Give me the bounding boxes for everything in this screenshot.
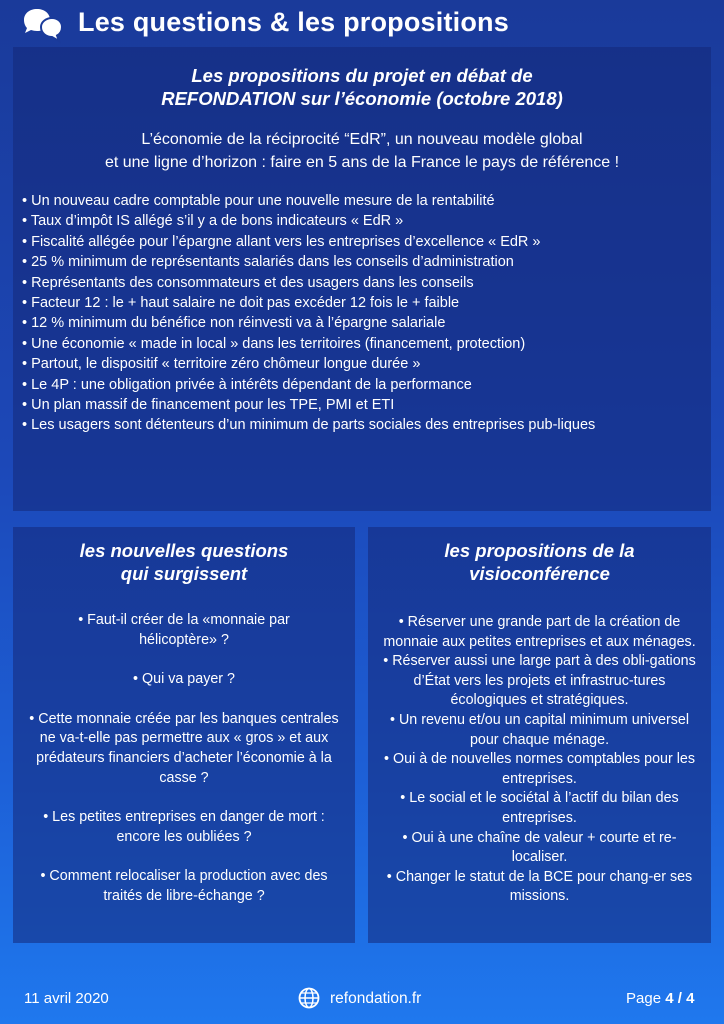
speech-bubbles-icon (20, 6, 64, 44)
list-item: • Réserver aussi une large part à des obli-gations d’État vers les projets et infrastruc-tures écologiques et stratégiques. (383, 653, 696, 709)
list-item: • 12 % minimum du bénéfice non réinvesti va à l’épargne salariale (22, 315, 446, 332)
list-item: • Comment relocaliser la production avec des traités de libre-échange ? (40, 868, 328, 904)
list-item: • Le 4P : une obligation privée à intérêts dépendant de la performance (22, 376, 472, 393)
list-item: • Réserver une grande part de la création de monnaie aux petites entreprises et aux ménages. (383, 614, 696, 650)
list-item: • Taux d’impôt IS allégé s’il y a de bons indicateurs « EdR » (22, 213, 404, 230)
list-item: • Facteur 12 : le + haut salaire ne doit pas excéder 12 fois le + faible (22, 295, 460, 312)
page-number: 4 / 4 (665, 990, 695, 1007)
nouvelles-questions-panel (13, 527, 355, 943)
list-item: • Les petites entreprises en danger de mort : encore les oubliées ? (43, 809, 325, 845)
list-item: • Changer le statut de la BCE pour chang-er ses missions. (386, 868, 693, 905)
propositions-list (22, 191, 706, 436)
section-title (13, 64, 711, 110)
column-title-line: les nouvelles questions (79, 540, 289, 561)
section-title-line: Les propositions du projet en débat de (191, 65, 533, 86)
questions-list (25, 611, 343, 927)
visioconference-panel (368, 527, 711, 943)
section-subtitle (13, 128, 711, 174)
list-item: • 25 % minimum de représentants salariés dans les conseils d’administration (22, 254, 514, 271)
subtitle-line: L’économie de la réciprocité “EdR”, un nouveau modèle global (141, 131, 583, 148)
footer-date: 11 avril 2020 (24, 990, 109, 1007)
column-title (13, 539, 355, 585)
list-item: • Un nouveau cadre comptable pour une nouvelle mesure de la rentabilité (22, 193, 495, 209)
list-item: • Faut-il créer de la «monnaie par hélicoptère» ? (78, 612, 290, 648)
visio-propositions-list (380, 613, 699, 907)
website-url[interactable]: refondation.fr (330, 990, 422, 1007)
list-item: • Oui à une chaîne de valeur + courte et re-localiser. (402, 829, 677, 866)
list-item: • Fiscalité allégée pour l’épargne allant vers les entreprises d’excellence « EdR » (22, 233, 541, 250)
list-item: • Oui à de nouvelles normes comptables pour les entreprises. (384, 751, 695, 787)
list-item: • Le social et le sociétal à l’actif du bilan des entreprises. (400, 790, 679, 826)
list-item: • Une économie « made in local » dans les territoires (financement, protection) (22, 335, 526, 352)
list-item: • Partout, le dispositif « territoire zéro chômeur longue durée » (22, 356, 421, 373)
page-indicator (626, 990, 694, 1007)
list-item: • Un plan massif de financement pour les TPE, PMI et ETI (22, 397, 395, 414)
list-item: • Qui va payer ? (133, 671, 235, 688)
header (0, 0, 724, 48)
column-title (368, 539, 711, 585)
column-title-line: qui surgissent (120, 563, 248, 584)
section-title-line: REFONDATION sur l’économie (octobre 2018) (161, 88, 563, 109)
column-title-line: visioconférence (469, 563, 610, 584)
list-item: • Représentants des consommateurs et des usagers dans les conseils (22, 274, 474, 291)
projet-propositions-panel (13, 47, 711, 511)
globe-icon (298, 987, 320, 1009)
list-item: • Les usagers sont détenteurs d’un minimum de parts sociales des entreprises pub-liques (22, 417, 596, 434)
page-label: Page (626, 990, 662, 1007)
list-item: • Un revenu et/ou un capital minimum universel pour chaque ménage. (389, 711, 690, 748)
list-item: • Cette monnaie créée par les banques centrales ne va-t-elle pas permettre aux « gros » et aux prédateurs financiers d’acheter l’économie à la casse ? (29, 710, 339, 786)
page-title: Les questions & les propositions (78, 7, 509, 37)
subtitle-line: et une ligne d’horizon : faire en 5 ans de la France le pays de référence ! (104, 154, 620, 171)
column-title-line: les propositions de la (444, 540, 635, 561)
